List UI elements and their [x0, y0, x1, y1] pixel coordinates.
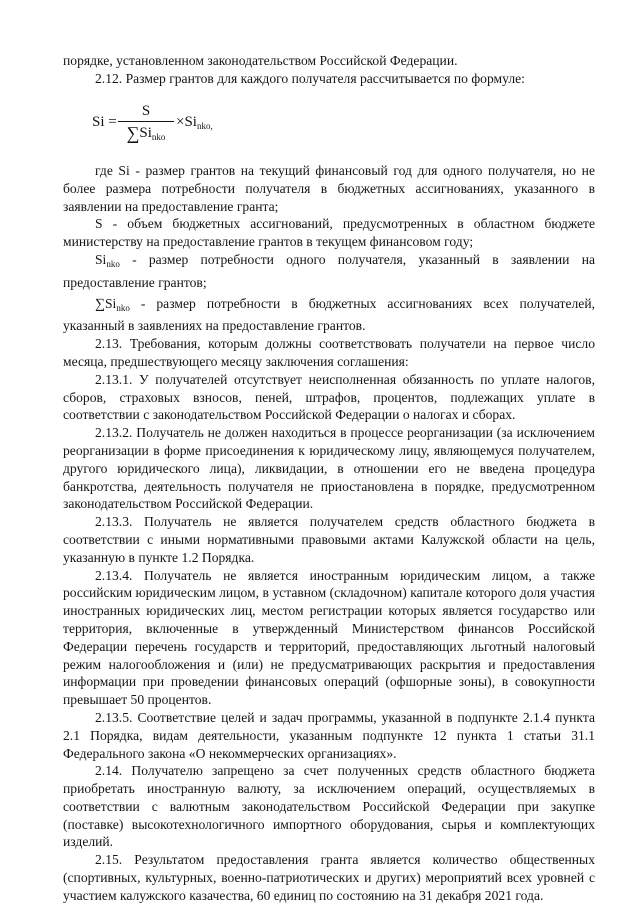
- formula-lhs: Si =: [92, 114, 117, 130]
- paragraph-2-15: 2.15. Результатом предоставления гранта является количество общественных (спортивных, культурных, военно-патриотических и других) мероприятий всех уровней с участием калужского казачества, 60 единиц по состоянию на 31 декабря 2021 года.: [63, 852, 595, 903]
- sigma-symbol: ∑: [126, 123, 140, 143]
- definition-si-nko: $Si_{nko}$ - размер потребности одного получателя, указанный в заявлении на предоставление грантов;: [63, 251, 595, 290]
- paragraph-2-13-2: 2.13.2. Получатель не должен находиться в процессе реорганизации (за исключением реорганизации в форме присоединения к юридическому лицу, являющемуся получателем, другого юридического лица), ликвидации, в отношении его не введена процедура банкротства, деятельность получателя не приостановлена в порядке, предусмотренном законодательством Российской Федерации.: [63, 425, 595, 512]
- formula-rhs: $\times Si_{nko,}$: [176, 114, 213, 131]
- paragraph-2-13-4: 2.13.4. Получатель не является иностранным юридическим лицом, а также российским юридическим лицом, в уставном (складочном) капитале которого доля участия иностранных юридических лиц, местом регистрации которых является государство или территория, включенные в утвержденный Министерством финансов Российской Федерации перечень государств и территорий, предоставляющих льготный налоговый режим налогообложения и (или) не предусматривающих раскрытия и предоставления информации при проведении финансовых операций (офшорные зоны), в совокупности превышает 50 процентов.: [63, 567, 595, 708]
- paragraph-2-12: 2.12. Размер грантов для каждого получателя рассчитывается по формуле:: [95, 70, 525, 86]
- definition-si: где Si - размер грантов на текущий финансовый год для одного получателя, но не более размера потребности получателя в бюджетных ассигнованиях, указанного в заявлении на предоставление гранта;: [63, 163, 595, 214]
- paragraph-2-14: 2.14. Получателю запрещено за счет полученных средств областного бюджета приобретать иностранную валюту, за исключением операций, осуществляемых в соответствии с валютным законодательством Российской Федерации при закупке (поставке) высокотехнологичного импортного оборудования, сырья и комплектующих изделий.: [63, 763, 595, 850]
- sigma-symbol: ∑: [95, 296, 105, 312]
- paragraph-2-13-5: 2.13.5. Соответствие целей и задач программы, указанной в подпункте 2.1.4 пункта 2.1 Порядка, видам деятельности, указанным подпункте 12 пункта 1 статьи 31.1 Федерального закона «О некоммерческих организациях».: [63, 709, 595, 761]
- formula-denominator: $\sum Si_{nko}$: [126, 123, 166, 143]
- formula-numerator: S: [141, 103, 151, 119]
- fraction-bar: [118, 121, 174, 122]
- definition-sum-si-nko: $\sum Si_{nko}$ - размер потребности в бюджетных ассигнованиях всех получателей, указанный в заявлениях на предоставление грантов.: [63, 295, 595, 334]
- paragraph-continuation: порядке, установленном законодательством Российской Федерации.: [63, 53, 458, 68]
- paragraph-2-13-3: 2.13.3. Получатель не является получателем средств областного бюджета в соответствии с иными нормативными правовыми актами Калужской области на цель, указанную в пункте 1.2 Порядка.: [63, 514, 595, 565]
- paragraph-2-13: 2.13. Требования, которым должны соответствовать получатели на первое число месяца, предшествующего месяцу заключения соглашения:: [63, 336, 595, 369]
- text-block-top: [63, 52, 595, 88]
- definition-s: S - объем бюджетных ассигнований, предусмотренных в областном бюджете министерству на предоставление грантов в текущем финансовом году;: [63, 216, 595, 250]
- paragraph-2-13-1: 2.13.1. У получателей отсутствует неисполненная обязанность по уплате налогов, сборов, страховых взносов, пеней, штрафов, процентов, подлежащих уплате в соответствии с законодательством Российской Федерации о налогах и сборах.: [63, 371, 595, 423]
- grant-formula: [92, 102, 292, 148]
- formula-fraction: [118, 102, 174, 146]
- text-block-main: [63, 162, 595, 905]
